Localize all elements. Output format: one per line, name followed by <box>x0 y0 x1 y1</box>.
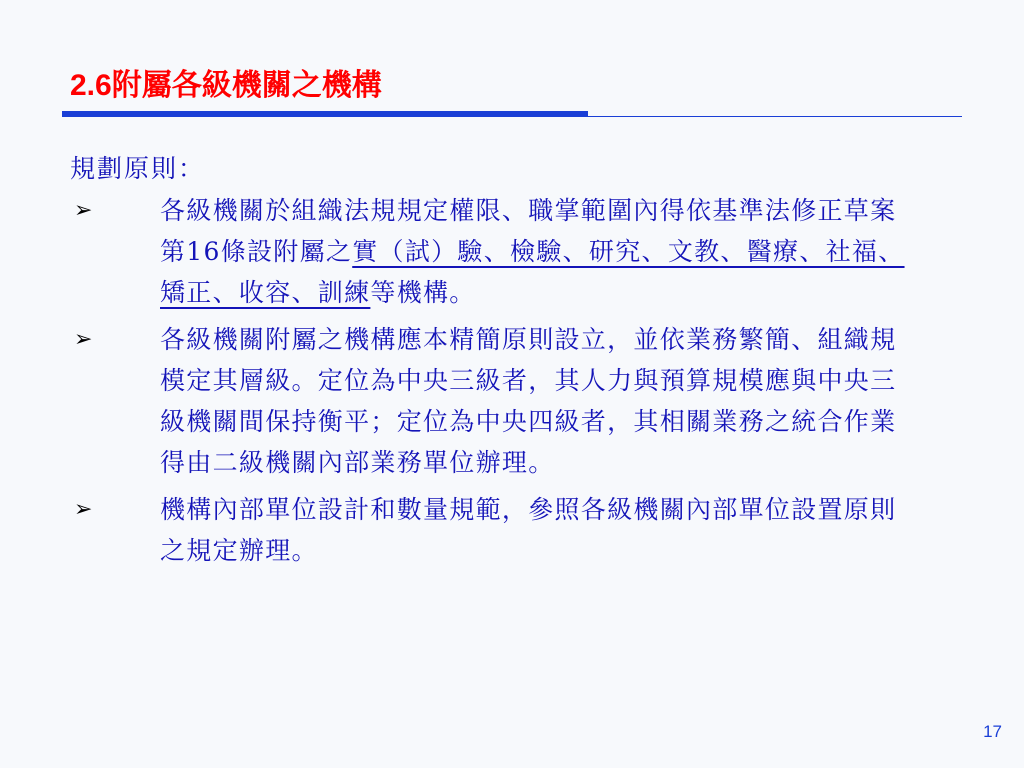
slide-body <box>70 148 930 577</box>
arrow-bullet-icon: ➢ <box>74 497 93 522</box>
slide-title <box>70 66 382 106</box>
title-rule-thick <box>62 111 588 117</box>
bullet-text-2: 各級機關附屬之機構應本精簡原則設立，並依業務繁簡、組織規模定其層級。定位為中央三級者，其人力與預算規模應與中央三級機關間保持衡平；定位為中央四級者，其相關業務之統合作業得由二級機關內部業務單位辦理。 <box>160 325 897 477</box>
bullet-item-2 <box>70 319 930 483</box>
arrow-bullet-icon: ➢ <box>74 327 93 352</box>
bullet-text-1-before: 各級機關於組織法規規定權限、職掌範圍內得依基準法修正草案第16條設附屬之 <box>160 196 897 266</box>
title-rule-thin <box>588 116 962 117</box>
bullet-item-1 <box>70 190 930 313</box>
section-heading: 規劃原則： <box>70 154 206 183</box>
bullet-item-3 <box>70 489 930 571</box>
title-text: 附屬各級機關之機構 <box>111 68 382 103</box>
page-number: 17 <box>983 722 1002 741</box>
title-number: 2.6 <box>70 69 112 102</box>
bullet-text-1 <box>160 190 912 313</box>
bullet-text-3: 機構內部單位設計和數量規範，參照各級機關內部單位設置原則之規定辦理。 <box>160 495 897 565</box>
arrow-bullet-icon: ➢ <box>74 198 93 223</box>
bullet-text-1-underlined: 實（試）驗、檢驗、研究、文教、醫療、社福、矯正、收容、訓練 <box>160 237 905 307</box>
bullet-text-1-after: 等機構。 <box>370 278 476 307</box>
